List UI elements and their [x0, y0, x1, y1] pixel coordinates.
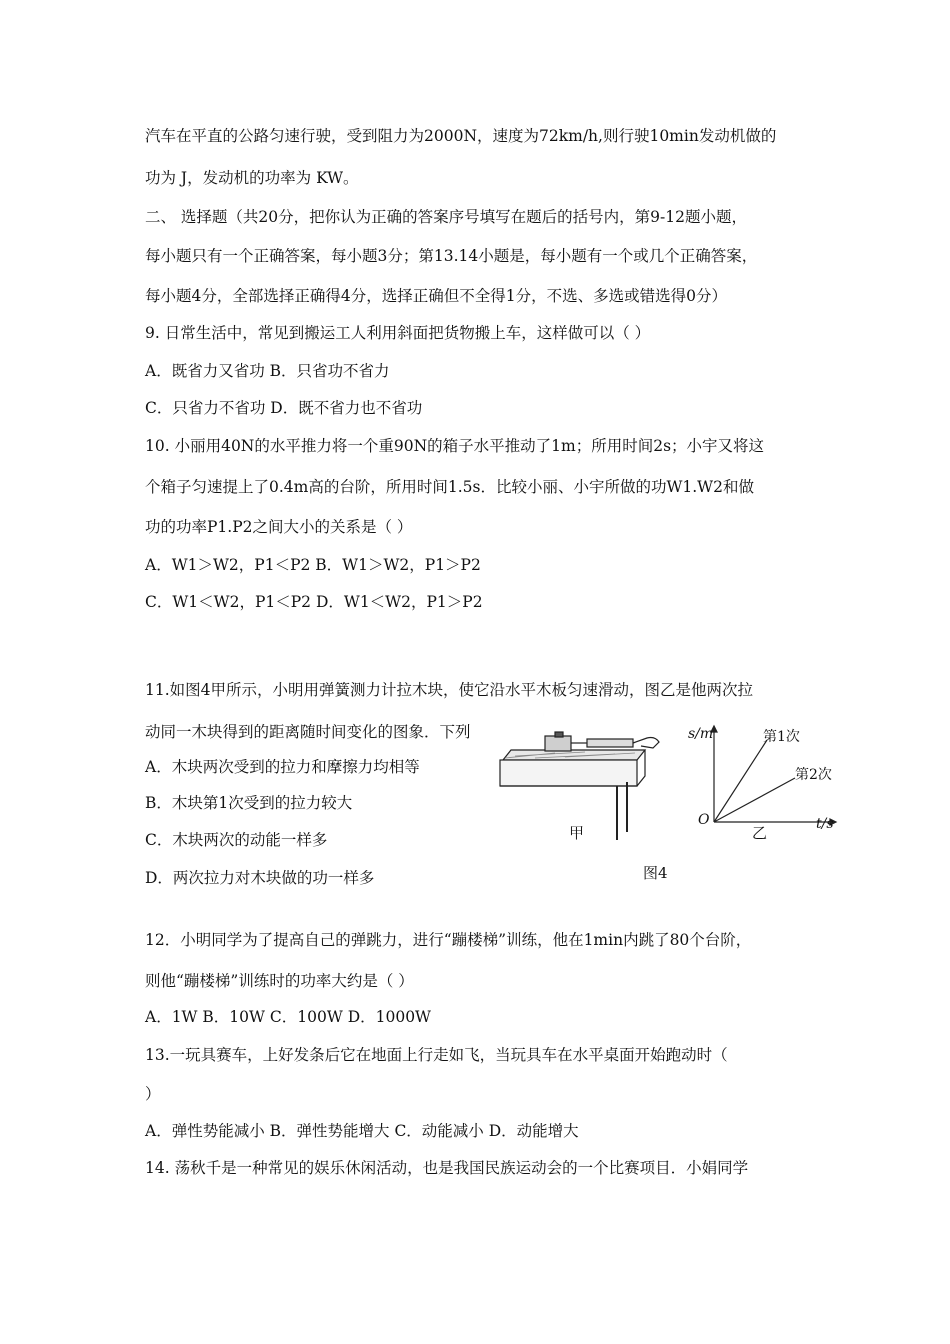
text-line: 每小题只有一个正确答案，每小题3分；第13.14小题是，每小题有一个或几个正确答案，: [145, 247, 758, 265]
origin-label: O: [698, 812, 710, 828]
question-11: 11.如图4甲所示，小明用弹簧测力计拉木块，使它沿水平木板匀速滑动，图乙是他两次拉: [145, 681, 754, 699]
line-first-run: [714, 740, 767, 822]
question-9: 9. 日常生活中，常见到搬运工人利用斜面把货物搬上车，这样做可以（ ）: [145, 324, 651, 342]
hand: [633, 738, 659, 749]
question-14: 14. 荡秋千是一种常见的娱乐休闲活动，也是我国民族运动会的一个比赛项目．小娟同学: [145, 1159, 749, 1177]
question-13-options: A．弹性势能减小 B．弹性势能增大 C．动能减小 D．动能增大: [145, 1122, 579, 1140]
question-13: 13.一玩具赛车，上好发条后它在地面上行走如飞，当玩具车在水平桌面开始跑动时（: [145, 1046, 728, 1064]
question-12: 12．小明同学为了提高自己的弹跳力，进行“蹦楼梯”训练，他在1min内跳了80个台阶，: [145, 931, 752, 949]
question-10: 10. 小丽用40N的水平推力将一个重90N的箱子水平推动了1m；所用时间2s；小宇又将这: [145, 437, 765, 455]
question-9-options-ab: A．既省力又省功 B．只省功不省力: [145, 362, 390, 380]
text-line: 功的功率P1.P2之间大小的关系是（ ）: [145, 518, 413, 536]
text-line: 功为 J，发动机的功率为 KW。: [145, 169, 359, 187]
line1-label: 第1次: [763, 729, 800, 745]
question-12-options: A．1W B．10W C．100W D．1000W: [145, 1008, 431, 1026]
figure-4: [495, 722, 840, 888]
label-yi: 乙: [752, 824, 768, 842]
t-axis-label: t/s: [816, 816, 834, 832]
text-line: 每小题4分，全部选择正确得4分，选择正确但不全得1分，不选、多选或错选得0分）: [145, 287, 727, 305]
table-front: [500, 760, 637, 786]
question-11-option-d: D．两次拉力对木块做的功一样多: [145, 869, 375, 887]
text-line: 汽车在平直的公路匀速行驶，受到阻力为2000N，速度为72km/h,则行驶10min发动机做的: [145, 127, 777, 145]
spring-scale: [587, 739, 633, 747]
wood-block: [545, 736, 571, 751]
text-line: 则他“蹦楼梯”训练时的功率大约是（ ）: [145, 972, 414, 990]
question-11-option-a: A．木块两次受到的拉力和摩擦力均相等: [145, 758, 420, 776]
question-10-options-cd: C．W1＜W2，P1＜P2 D．W1＜W2，P1＞P2: [145, 593, 483, 611]
s-axis-label: s/m: [688, 726, 714, 742]
figure-caption: 图4: [643, 864, 668, 882]
text-line: 个箱子匀速提上了0.4m高的台阶，所用时间1.5s．比较小丽、小宇所做的功W1.W2和做: [145, 478, 754, 496]
text-line: ）: [145, 1085, 161, 1103]
label-jia: 甲: [569, 824, 585, 842]
question-9-options-cd: C．只省力不省功 D．既不省力也不省功: [145, 399, 423, 417]
block-hook: [555, 732, 563, 737]
section-heading: 二、 选择题（共20分，把你认为正确的答案序号填写在题后的括号内，第9-12题小题，: [145, 208, 747, 226]
board-top: [503, 750, 645, 760]
question-11-option-b: B．木块第1次受到的拉力较大: [145, 794, 353, 812]
question-11-option-c: C．木块两次的动能一样多: [145, 831, 328, 849]
question-10-options-ab: A．W1＞W2，P1＜P2 B．W1＞W2，P1＞P2: [145, 556, 481, 574]
line-second-run: [714, 778, 795, 822]
line2-label: 第2次: [795, 767, 832, 783]
text-line: 动同一木块得到的距离随时间变化的图象．下列: [145, 723, 471, 741]
